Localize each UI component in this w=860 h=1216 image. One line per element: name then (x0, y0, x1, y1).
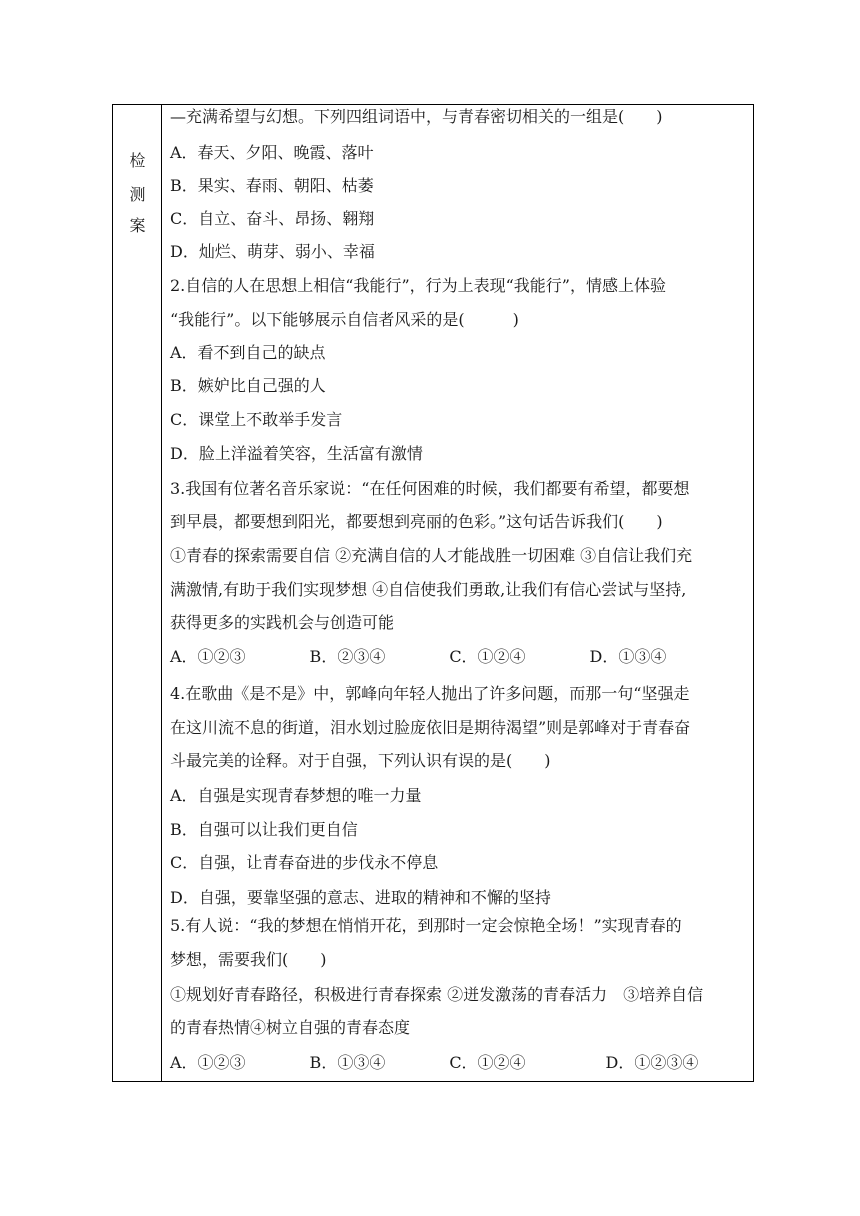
text-line: 到早晨，都要想到阳光，都要想到亮丽的色彩。”这句话告诉我们( ) (170, 512, 663, 531)
text-line: 满激情,有助于我们实现梦想 ④自信使我们勇敢,让我们有信心尝试与坚持, (170, 580, 687, 599)
text-line: 在这川流不息的街道，泪水划过脸庞依旧是期待渴望”则是郭峰对于青春奋 (170, 718, 691, 737)
text-line: 的青春热情④树立自强的青春态度 (170, 1018, 411, 1037)
section-label-char: 案 (129, 216, 146, 235)
worksheet-table (112, 104, 754, 1082)
text-line: 2.自信的人在思想上相信“我能行”，行为上表现“我能行”，情感上体验 (170, 276, 666, 295)
section-label-char: 检 (129, 151, 146, 170)
section-label-char: 测 (129, 185, 146, 204)
text-line: D．灿烂、萌芽、弱小、幸福 (170, 242, 375, 261)
text-line: 获得更多的实践机会与创造可能 (170, 613, 395, 632)
text-line: D．自强，要靠坚强的意志、进取的精神和不懈的坚持 (170, 888, 551, 907)
text-line: —充满希望与幻想。下列四组词语中，与青春密切相关的一组是( ) (170, 107, 663, 126)
text-line: ①规划好青春路径，积极进行青春探索 ②迸发激荡的青春活力 ③培养自信 (170, 985, 704, 1004)
text-line: A．①②③ B．①③④ C．①②④ D．①②③④ (170, 1053, 699, 1072)
text-line: 梦想，需要我们( ) (170, 950, 327, 969)
text-line: 5.有人说：“我的梦想在悄悄开花，到那时一定会惊艳全场！”实现青春的 (170, 916, 682, 935)
section-label-cell (113, 105, 162, 1081)
text-line: ①青春的探索需要自信 ②充满自信的人才能战胜一切困难 ③自信让我们充 (170, 546, 693, 565)
text-line: C．课堂上不敢举手发言 (170, 410, 343, 429)
text-line: A．①②③ B．②③④ C．①②④ D．①③④ (170, 647, 667, 666)
text-line: 4.在歌曲《是不是》中，郭峰向年轻人抛出了许多问题，而那一句“坚强走 (170, 684, 690, 703)
text-line: D．脸上洋溢着笑容，生活富有激情 (170, 444, 423, 463)
text-line: A．自强是实现青春梦想的唯一力量 (170, 786, 422, 805)
text-line: 斗最完美的诠释。对于自强，下列认识有误的是( ) (170, 751, 551, 770)
text-line: “我能行”。以下能够展示自信者风采的是( ) (170, 310, 519, 329)
text-line: A．春天、夕阳、晚霞、落叶 (170, 143, 374, 162)
text-line: B．果实、春雨、朝阳、枯萎 (170, 176, 374, 195)
text-line: B．嫉妒比自己强的人 (170, 376, 326, 395)
text-line: C．自强，让青春奋进的步伐永不停息 (170, 853, 439, 872)
text-line: A．看不到自己的缺点 (170, 343, 326, 362)
text-line: B．自强可以让我们更自信 (170, 820, 358, 839)
text-line: 3.我国有位著名音乐家说：“在任何困难的时候，我们都要有希望，都要想 (170, 479, 690, 498)
text-line: C．自立、奋斗、昂扬、翱翔 (170, 209, 375, 228)
